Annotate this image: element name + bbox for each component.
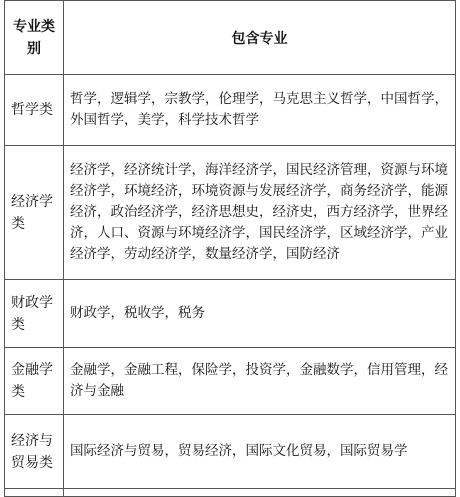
table-row xyxy=(5,348,456,415)
row-category-finance: 金融学类 xyxy=(5,348,64,415)
header-majors: 包含专业 xyxy=(64,1,456,75)
partial-cell-category xyxy=(5,489,64,497)
row-category-philosophy: 哲学类 xyxy=(5,75,64,146)
table-row-partial xyxy=(5,489,456,497)
table-row xyxy=(5,146,456,280)
row-majors-philosophy: 哲学，逻辑学，宗教学，伦理学，马克思主义哲学，中国哲学，外国哲学，美学，科学技术哲学 xyxy=(64,75,456,146)
header-category: 专业类别 xyxy=(5,1,64,75)
row-category-finance-public: 财政学类 xyxy=(5,280,64,348)
row-category-economics: 经济学类 xyxy=(5,146,64,280)
row-majors-finance-public: 财政学，税收学，税务 xyxy=(64,280,456,348)
table-row xyxy=(5,415,456,489)
table-header-row xyxy=(5,1,456,75)
row-majors-economics: 经济学，经济统计学，海洋经济学，国民经济管理，资源与环境经济学，环境经济，环境资源与发展经济学，商务经济学，能源经济，政治经济学，经济思想史，经济史，西方经济学，世界经济，人口、资源与环境经济学，国民经济学，区域经济学，产业经济学，劳动经济学，数量经济学，国防经济 xyxy=(64,146,456,280)
row-category-trade: 经济与贸易类 xyxy=(5,415,64,489)
row-majors-trade: 国际经济与贸易，贸易经济，国际文化贸易，国际贸易学 xyxy=(64,415,456,489)
majors-table xyxy=(4,0,456,497)
table-row xyxy=(5,75,456,146)
row-majors-finance: 金融学，金融工程，保险学，投资学，金融数学，信用管理，经济与金融 xyxy=(64,348,456,415)
table-row xyxy=(5,280,456,348)
partial-cell-majors xyxy=(64,489,456,497)
